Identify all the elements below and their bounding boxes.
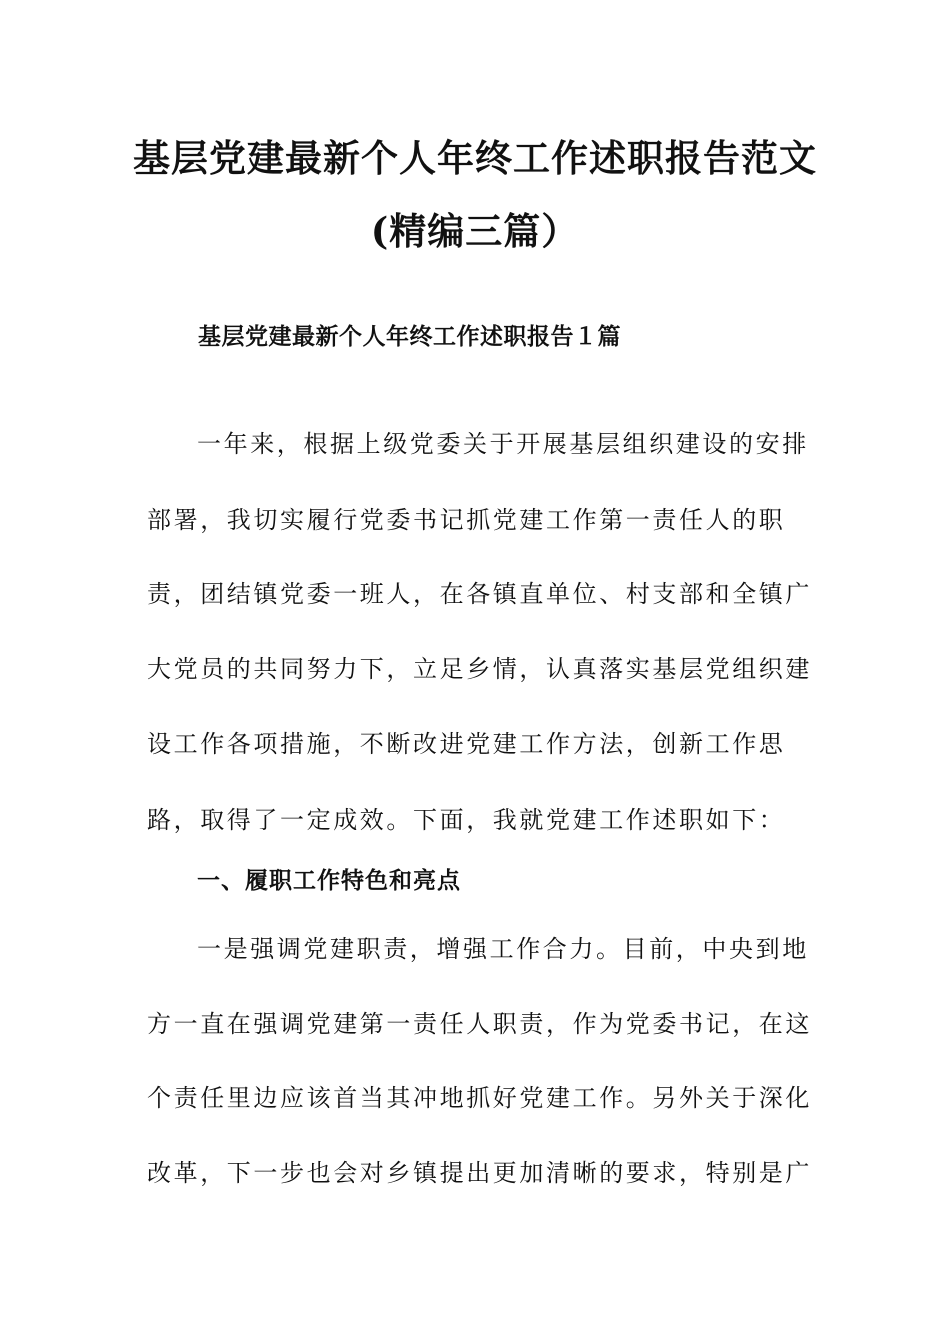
- paragraph-line: 设工作各项措施，不断改进党建工作方法，创新工作思: [147, 730, 786, 758]
- document-subtitle: 基层党建最新个人年终工作述职报告１篇: [198, 323, 621, 350]
- paragraph-line: 改革，下一步也会对乡镇提出更加清晰的要求，特别是广: [147, 1159, 812, 1187]
- paragraph-line: 部署，我切实履行党委书记抓党建工作第一责任人的职: [147, 506, 786, 534]
- section-heading: 一、履职工作特色和亮点: [197, 867, 461, 894]
- paragraph-line: 个责任里边应该首当其冲地抓好党建工作。另外关于深化: [147, 1084, 812, 1112]
- paragraph-line: 一是强调党建职责，增强工作合力。目前，中央到地: [197, 935, 809, 963]
- paragraph-line: 责，团结镇党委一班人，在各镇直单位、村支部和全镇广: [147, 580, 812, 608]
- document-title-line-2: (精编三篇）: [370, 209, 580, 253]
- paragraph-line: 路，取得了一定成效。下面，我就党建工作述职如下：: [147, 806, 786, 834]
- paragraph-line: 方一直在强调党建第一责任人职责，作为党委书记，在这: [147, 1010, 812, 1038]
- document-title-line-1: 基层党建最新个人年终工作述职报告范文: [133, 136, 817, 180]
- paragraph-line: 一年来，根据上级党委关于开展基层组织建设的安排: [197, 430, 809, 458]
- paragraph-line: 大党员的共同努力下，立足乡情，认真落实基层党组织建: [147, 655, 812, 683]
